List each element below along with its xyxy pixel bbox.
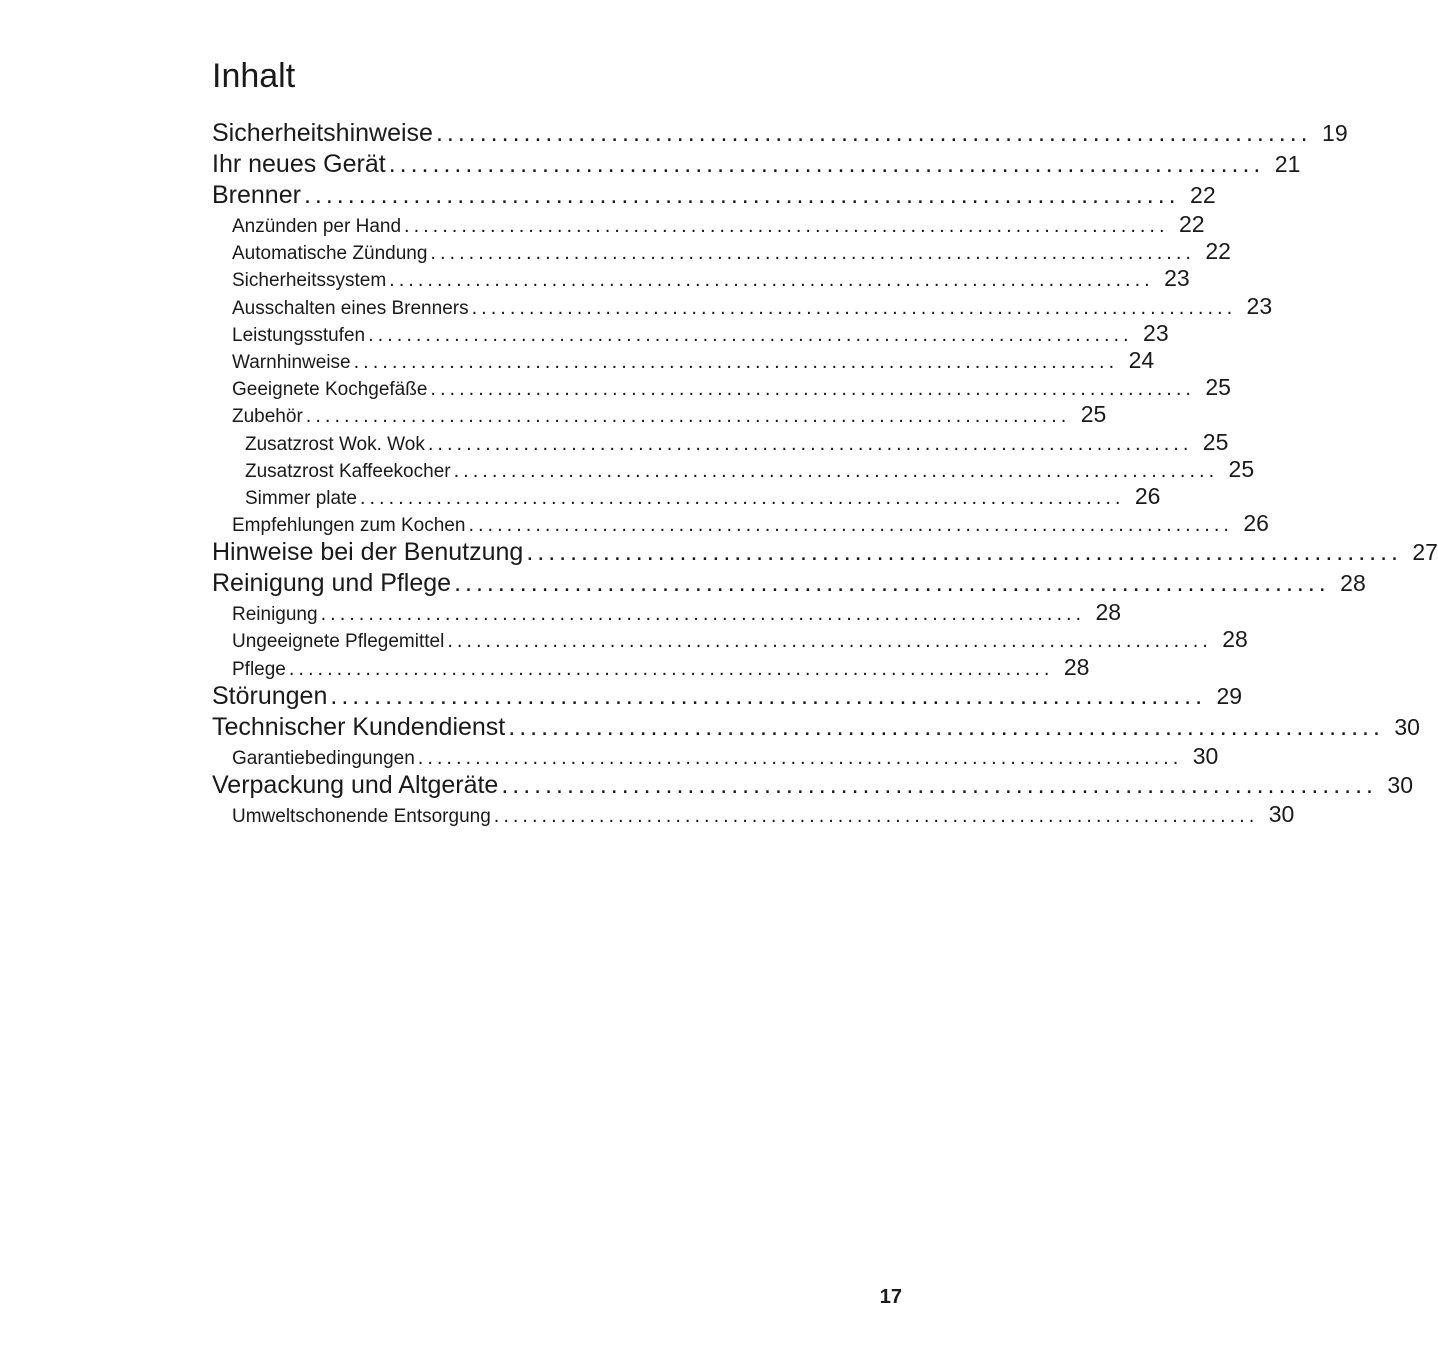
toc-entry-label: Reinigung	[232, 604, 318, 626]
toc-leader-dots: ................................................................................	[508, 712, 1384, 741]
toc-entry-label: Brenner	[212, 181, 301, 209]
toc-entry[interactable]	[212, 238, 1231, 265]
toc-entry[interactable]	[212, 346, 1155, 374]
toc-entry-label: Leistungsstufen	[232, 324, 366, 346]
toc-entry-page: 25	[1205, 374, 1231, 401]
toc-entry-label: Simmer plate	[245, 487, 357, 509]
toc-entry-page: 22	[1205, 238, 1231, 265]
toc-entry-label: Warnhinweise	[232, 351, 351, 373]
toc-leader-dots: ................................................................................	[320, 603, 1086, 626]
toc-entry[interactable]	[212, 712, 1420, 743]
toc-entry-page: 28	[1095, 599, 1122, 626]
toc-entry-label: Zubehör	[232, 406, 303, 428]
toc-entry-page: 25	[1080, 401, 1107, 428]
toc-entry[interactable]	[212, 401, 1107, 428]
toc-entry-page: 21	[1274, 151, 1301, 177]
toc-entry[interactable]	[212, 626, 1248, 653]
toc-entry-page: 24	[1128, 346, 1155, 373]
toc-entry-label: Ausschalten eines Brenners	[232, 297, 469, 319]
toc-leader-dots: ................................................................................	[454, 569, 1330, 598]
toc-entry[interactable]	[212, 319, 1169, 347]
toc-entry-label: Umweltschonende Entsorgung	[232, 806, 491, 827]
toc-entry-label: Reinigung und Pflege	[212, 569, 452, 598]
toc-entry-label: Ihr neues Gerät	[212, 150, 386, 178]
toc-entry[interactable]	[212, 653, 1090, 681]
toc-entry-page: 19	[1322, 120, 1348, 146]
toc-entry-page: 22	[1190, 182, 1216, 208]
toc-entry[interactable]	[212, 211, 1205, 238]
page-title: Inhalt	[212, 57, 296, 95]
toc-leader-dots: ................................................................................	[427, 432, 1193, 455]
toc-entry-page: 30	[1387, 772, 1413, 798]
toc-leader-dots: ................................................................................	[404, 215, 1169, 237]
toc-entry-label: Empfehlungen zum Kochen	[232, 515, 466, 537]
toc-leader-dots: ................................................................................	[368, 323, 1133, 346]
toc-entry-page: 28	[1340, 570, 1366, 597]
toc-entry-page: 27	[1412, 539, 1438, 566]
toc-entry-page: 29	[1216, 682, 1243, 709]
toc-leader-dots: ................................................................................	[447, 630, 1212, 653]
toc-entry-label: Anzünden per Hand	[232, 216, 402, 237]
toc-entry-label: Technischer Kundendienst	[212, 712, 506, 741]
toc-entry[interactable]	[212, 118, 1348, 149]
page-number: 17	[879, 1286, 902, 1308]
toc-entry[interactable]	[212, 374, 1231, 401]
toc-leader-dots: ................................................................................	[430, 378, 1195, 401]
toc-entry-page: 30	[1192, 742, 1219, 769]
toc-entry[interactable]	[212, 455, 1255, 483]
toc-entry-page: 30	[1268, 801, 1295, 827]
toc-leader-dots: ................................................................................	[435, 119, 1312, 147]
toc-entry-page: 25	[1202, 428, 1229, 455]
toc-entry[interactable]	[212, 149, 1301, 180]
table-of-contents	[212, 118, 1438, 828]
toc-leader-dots: ................................................................................	[471, 296, 1237, 319]
toc-leader-dots: ................................................................................	[388, 150, 1265, 178]
toc-entry-label: Sicherheitshinweise	[212, 119, 433, 147]
toc-leader-dots: ................................................................................	[453, 459, 1219, 482]
toc-leader-dots: ................................................................................	[303, 181, 1180, 209]
toc-entry-label: Störungen	[212, 681, 328, 710]
toc-entry-page: 23	[1246, 292, 1273, 319]
toc-entry[interactable]	[212, 428, 1229, 456]
toc-entry-label: Verpackung und Altgeräte	[212, 771, 499, 799]
toc-entry-label: Garantiebedingungen	[232, 747, 415, 769]
toc-leader-dots: ................................................................................	[305, 405, 1071, 428]
toc-leader-dots: ................................................................................	[526, 538, 1402, 567]
toc-entry[interactable]	[212, 770, 1413, 801]
toc-leader-dots: ................................................................................	[288, 657, 1054, 680]
toc-entry[interactable]	[212, 482, 1161, 510]
toc-entry-label: Hinweise bei der Benutzung	[212, 538, 524, 567]
toc-entry-page: 28	[1063, 653, 1090, 680]
toc-entry-label: Zusatzrost Kaffeekocher	[245, 460, 451, 482]
toc-entry-page: 26	[1243, 510, 1269, 537]
toc-leader-dots: ................................................................................	[353, 350, 1119, 373]
toc-leader-dots: ................................................................................	[359, 486, 1125, 509]
toc-entry-label: Automatische Zündung	[232, 243, 428, 265]
toc-entry[interactable]	[212, 568, 1366, 599]
toc-entry-page: 25	[1228, 455, 1255, 482]
toc-entry-page: 22	[1178, 211, 1205, 237]
toc-entry[interactable]	[212, 292, 1273, 320]
toc-entry[interactable]	[212, 265, 1190, 292]
toc-leader-dots: ................................................................................	[468, 514, 1233, 537]
toc-leader-dots: ................................................................................	[417, 746, 1183, 769]
toc-entry-label: Sicherheitssystem	[232, 270, 387, 292]
toc-entry[interactable]	[212, 742, 1219, 770]
toc-entry-label: Zusatzrost Wok. Wok	[245, 433, 425, 455]
toc-entry-page: 23	[1143, 319, 1169, 346]
toc-entry[interactable]	[212, 180, 1216, 211]
toc-entry-page: 28	[1222, 626, 1248, 653]
toc-leader-dots: ................................................................................	[330, 681, 1207, 710]
toc-entry[interactable]	[212, 681, 1243, 712]
toc-entry-page: 23	[1164, 265, 1190, 292]
toc-entry-page: 30	[1394, 713, 1420, 740]
toc-entry[interactable]	[212, 510, 1269, 537]
toc-leader-dots: ................................................................................	[389, 269, 1154, 292]
toc-entry-label: Pflege	[232, 658, 286, 680]
toc-leader-dots: ................................................................................	[501, 771, 1377, 799]
toc-leader-dots: ................................................................................	[493, 805, 1259, 827]
toc-entry[interactable]	[212, 599, 1122, 626]
toc-entry-page: 26	[1134, 482, 1161, 509]
toc-entry[interactable]	[212, 801, 1295, 828]
toc-entry[interactable]	[212, 537, 1438, 568]
toc-entry-label: Geeignete Kochgefäße	[232, 379, 428, 401]
toc-leader-dots: ................................................................................	[430, 242, 1195, 265]
toc-entry-label: Ungeeignete Pflegemittel	[232, 631, 445, 653]
